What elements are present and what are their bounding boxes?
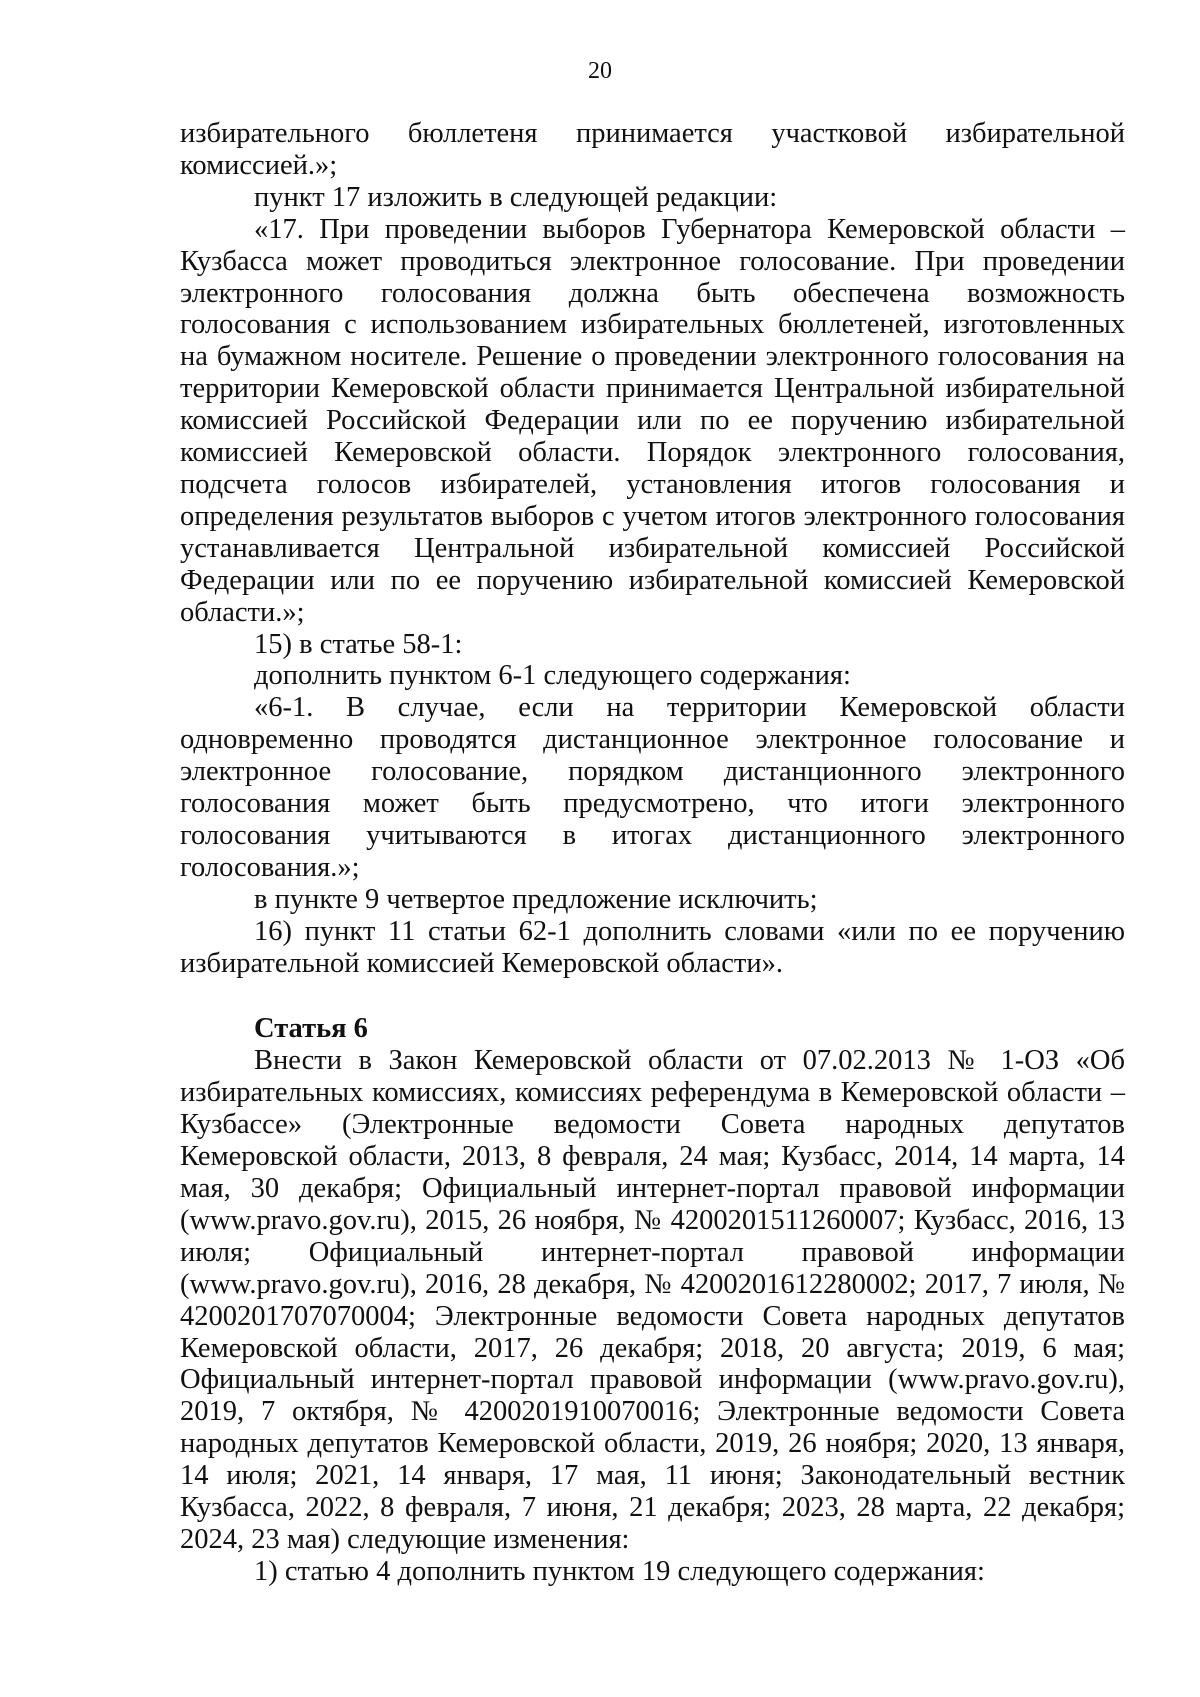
paragraph-item-6-1-text: «6-1. В случае, если на территории Кемеровской области одновременно проводятся дистанционное электронное голосование и электронное голосование, порядком дистанционного электронного голосования может быть предусмотрено, что итоги электронного голосования учитываются в итогах дистанционного электронного голосования.»; [180,692,1125,883]
paragraph-item-16: 16) пункт 11 статьи 62-1 дополнить словами «или по ее поручению избирательной комиссией Кемеровской области». [180,915,1125,979]
paragraph-article-6-text: Внести в Закон Кемеровской области от 07.02.2013 № 1-ОЗ «Об избирательных комиссиях, комиссиях референдума в Кемеровской области – Кузбассе» (Электронные ведомости Совета народных депутатов Кемеровской области, 2013, 8 февраля, 24 мая; Кузбасс, 2014, 14 марта, 14 мая, 30 декабря; Официальный интернет-портал правовой информации (www.pravo.gov.ru), 2015, 26 ноября, № 4200201511260007; Кузбасс, 2016, 13 июля; Официальный интернет-портал правовой информации (www.pravo.gov.ru), 2016, 28 декабря, № 4200201612280002; 2017, 7 июля, № 4200201707070004; Электронные ведомости Совета народных депутатов Кемеровской области, 2017, 26 декабря; 2018, 20 августа; 2019, 6 мая; Официальный интернет-портал правовой информации (www.pravo.gov.ru), 2019, 7 октября, № 4200201910070016; Электронные ведомости Совета народных депутатов Кемеровской области, 2019, 26 ноября; 2020, 13 января, 14 июля; 2021, 14 января, 17 мая, 11 июня; Законодательный вестник Кузбасса, 2022, 8 февраля, 7 июня, 21 декабря; 2023, 28 марта, 22 декабря; 2024, 23 мая) следующие изменения: [180,1045,1125,1555]
paragraph-item-17-text: «17. При проведении выборов Губернатора Кемеровской области – Кузбасса может проводиться электронное голосование. При проведении электронного голосования должна быть обеспечена возможность голосования с использованием избирательных бюллетеней, изготовленных на бумажном носителе. Решение о проведении электронного голосования на территории Кемеровской области принимается Центральной избирательной комиссией Российской Федерации или по ее поручению избирательной комиссией Кемеровской области. Порядок электронного голосования, подсчета голосов избирателей, установления итогов голосования и определения результатов выборов с учетом итогов электронного голосования устанавливается Центральной избирательной комиссией Российской Федерации или по ее поручению избирательной комиссией Кемеровской области.»; [180,213,1125,628]
paragraph-item-9: в пункте 9 четвертое предложение исключить; [254,883,818,915]
article-heading: Статья 6 [254,1013,368,1045]
paragraph-ballot-end: избирательного бюллетеня принимается участковой избирательной комиссией.»; [180,118,1125,181]
page-number: 20 [588,58,612,84]
paragraph-item-15: 15) в статье 58-1: [254,628,463,660]
paragraph-article-6-item-1: 1) статью 4 дополнить пунктом 19 следующего содержания: [254,1555,985,1587]
paragraph-add-6-1-intro: дополнить пунктом 6-1 следующего содержания: [254,660,851,692]
paragraph-item-17-intro: пункт 17 изложить в следующей редакции: [254,181,778,213]
document-body [180,118,1125,1588]
